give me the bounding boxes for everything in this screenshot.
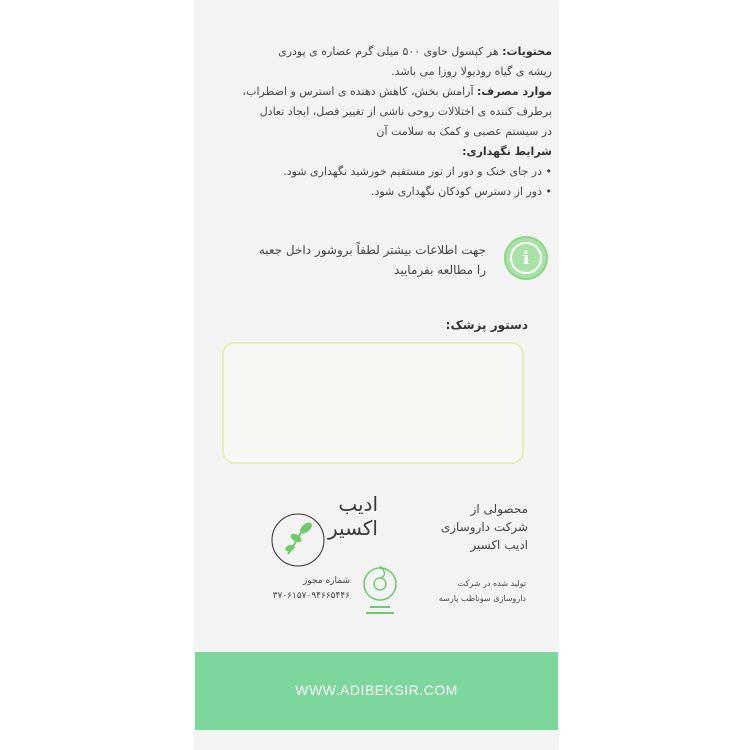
license-info — [258, 574, 350, 604]
producer-line-1: تولید شده در شرکت — [457, 579, 526, 588]
brochure-notice-line-1: جهت اطلاعات بیشتر لطفاً بروشور داخل جعبه — [258, 243, 486, 257]
brochure-notice-line-2: را مطالعه بفرمایید — [394, 263, 486, 277]
logo-word-2: اکسیر — [328, 516, 378, 540]
storage-item-1: • در جای خنک و دور از نور مستقیم خورشید نگهداری شود. — [283, 165, 552, 178]
product-description — [212, 42, 552, 202]
producer-line-2: داروسازی سوناطب پارسه — [438, 594, 526, 603]
contents-line — [212, 42, 552, 62]
info-icon — [504, 236, 548, 280]
manufacturer-line-2: شرکت داروسازی — [440, 520, 528, 534]
storage-label-text: شرایط نگهداری: — [462, 145, 552, 158]
usage-label: موارد مصرف: — [477, 85, 552, 98]
license-number: ۳۷۰۶۱۵۷۰۹۴۶۶۵۴۴۶ — [272, 591, 350, 601]
logo-word-1: ادیب — [338, 492, 378, 516]
manufacturer-line-3: ادیب اکسیر — [470, 538, 528, 552]
contents-line-2: ریشه ی گیاه رودیولا روزا می باشد. — [391, 65, 552, 78]
manufacturer-credit — [388, 500, 528, 554]
prescription-box — [222, 342, 524, 464]
storage-item-2: • دور از دسترس کودکان نگهداری شود. — [370, 185, 552, 198]
info-glyph: i — [510, 242, 542, 274]
usage-line-2: برطرف کننده ی اختلالات روحی ناشی از تغییر فصل، ایجاد تعادل — [259, 105, 552, 118]
producer-info — [400, 576, 526, 606]
usage-line — [212, 82, 552, 102]
brochure-notice-text — [216, 240, 486, 280]
usage-line-3: در سیستم عصبی و کمک به سلامت آن — [376, 125, 552, 138]
logo-wordmark — [318, 492, 378, 540]
usage-text: آرامش بخش، کاهش دهنده ی استرس و اضطراب، — [242, 85, 474, 98]
license-label: شماره مجوز — [302, 576, 350, 586]
prescription-label: دستور پزشک: — [445, 318, 528, 332]
website-url: WWW.ADIBEKSIR.COM — [295, 682, 458, 698]
contents-label: محتویات: — [502, 45, 552, 58]
manufacturer-line-1: محصولی از — [470, 502, 528, 516]
storage-label — [212, 142, 552, 162]
contents-text: هر کپسول حاوی ۵۰۰ میلی گرم عصاره ی پودری — [278, 45, 499, 58]
brochure-notice — [228, 236, 548, 284]
fda-seal-icon — [356, 562, 404, 624]
